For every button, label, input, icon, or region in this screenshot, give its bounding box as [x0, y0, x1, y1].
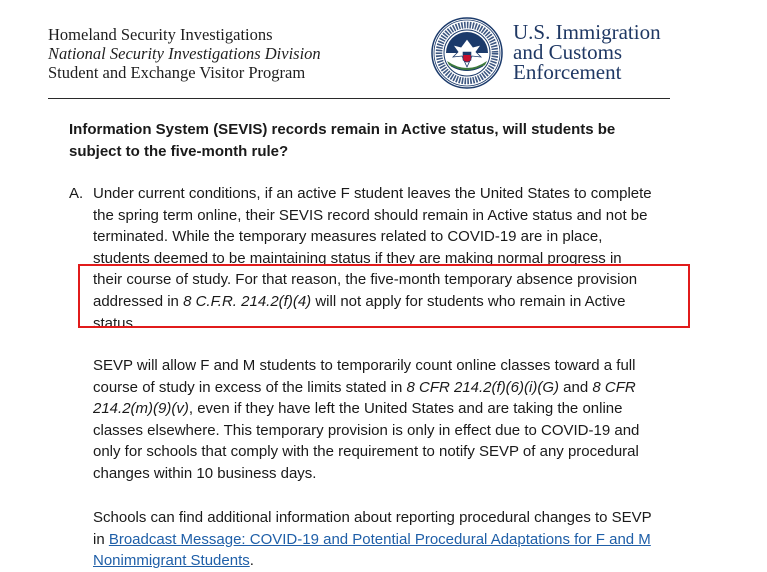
- para2-line-5: only for schools that comply with the requirement to notify SEVP of any procedural: [93, 443, 639, 461]
- para2-line-2-start: course of study in excess of the limits stated in: [93, 378, 407, 396]
- para2-line-2-and: and: [559, 378, 593, 396]
- header-program-lines: [48, 25, 321, 82]
- question-line-1: Information System (SEVIS) records remain in Active status, will students be: [69, 121, 616, 138]
- para2-line-4: classes elsewhere. This temporary provision is only in effect due to COVID-19 and: [93, 421, 640, 439]
- procedural-changes-paragraph: [93, 507, 713, 572]
- header-hsi-line: Homeland Security Investigations: [48, 25, 273, 44]
- answer-line-4: students deemed to be maintaining status if they are making normal progress in: [93, 249, 622, 267]
- regulation-citation-m-start: 8 CFR: [592, 378, 636, 396]
- para3-line-1: Schools can find additional information about reporting procedural changes to SEVP: [93, 509, 652, 526]
- header-division-line: National Security Investigations Division: [48, 44, 321, 63]
- para2-line-3-end: , even if they have left the United States and are taking the online: [188, 400, 623, 418]
- para2-line-1: SEVP will allow F and M students to temporarily count online classes toward a full: [93, 357, 636, 374]
- para3-line-2: [93, 529, 713, 551]
- header-sevp-line: Student and Exchange Visitor Program: [48, 63, 306, 82]
- answer-line-6: [93, 291, 713, 313]
- para2-line-3: [93, 398, 713, 420]
- online-classes-paragraph: [93, 355, 713, 485]
- para2-line-2: [93, 377, 713, 399]
- answer-line-3: terminated. While the temporary measures related to COVID-19 are in place,: [93, 228, 603, 246]
- regulation-citation-f: 8 CFR 214.2(f)(6)(i)(G): [406, 378, 559, 396]
- answer-line-6-end: will not apply for students who remain in Active: [311, 292, 626, 310]
- para3-line-3: [93, 550, 713, 572]
- answer-line-6-start: addressed in: [93, 292, 184, 310]
- agency-line-3: Enforcement: [513, 60, 622, 84]
- para3-line-3-end: .: [249, 552, 254, 570]
- answer-line-2: the spring term online, their SEVIS record should remain in Active status and not be: [93, 206, 648, 224]
- broadcast-message-link-cont[interactable]: Nonimmigrant Students: [93, 552, 250, 570]
- para3-line-2-start: in: [93, 530, 109, 548]
- agency-line-2: and Customs: [513, 40, 623, 64]
- answer-paragraph: [93, 183, 713, 334]
- answer-line-7: status.: [93, 314, 138, 332]
- answer-line-5: their course of study. For that reason, the five-month temporary absence provision: [93, 271, 638, 289]
- answer-line-1: Under current conditions, if an active F student leaves the United States to complete: [93, 185, 652, 202]
- dhs-seal-icon: [431, 17, 503, 89]
- agency-line-1: U.S. Immigration: [513, 20, 661, 44]
- faq-question: [69, 119, 669, 162]
- broadcast-message-link[interactable]: Broadcast Message: COVID-19 and Potential Procedural Adaptations for F and M: [108, 530, 651, 548]
- question-line-2: subject to the five-month rule?: [69, 142, 289, 160]
- header-divider: [48, 98, 670, 99]
- regulation-citation-m-end: 214.2(m)(9)(v): [93, 400, 189, 418]
- regulation-citation: 8 C.F.R. 214.2(f)(4): [183, 292, 312, 310]
- agency-wordmark: [513, 22, 661, 82]
- answer-marker: A.: [69, 185, 84, 202]
- para2-line-6: changes within 10 business days.: [93, 464, 317, 482]
